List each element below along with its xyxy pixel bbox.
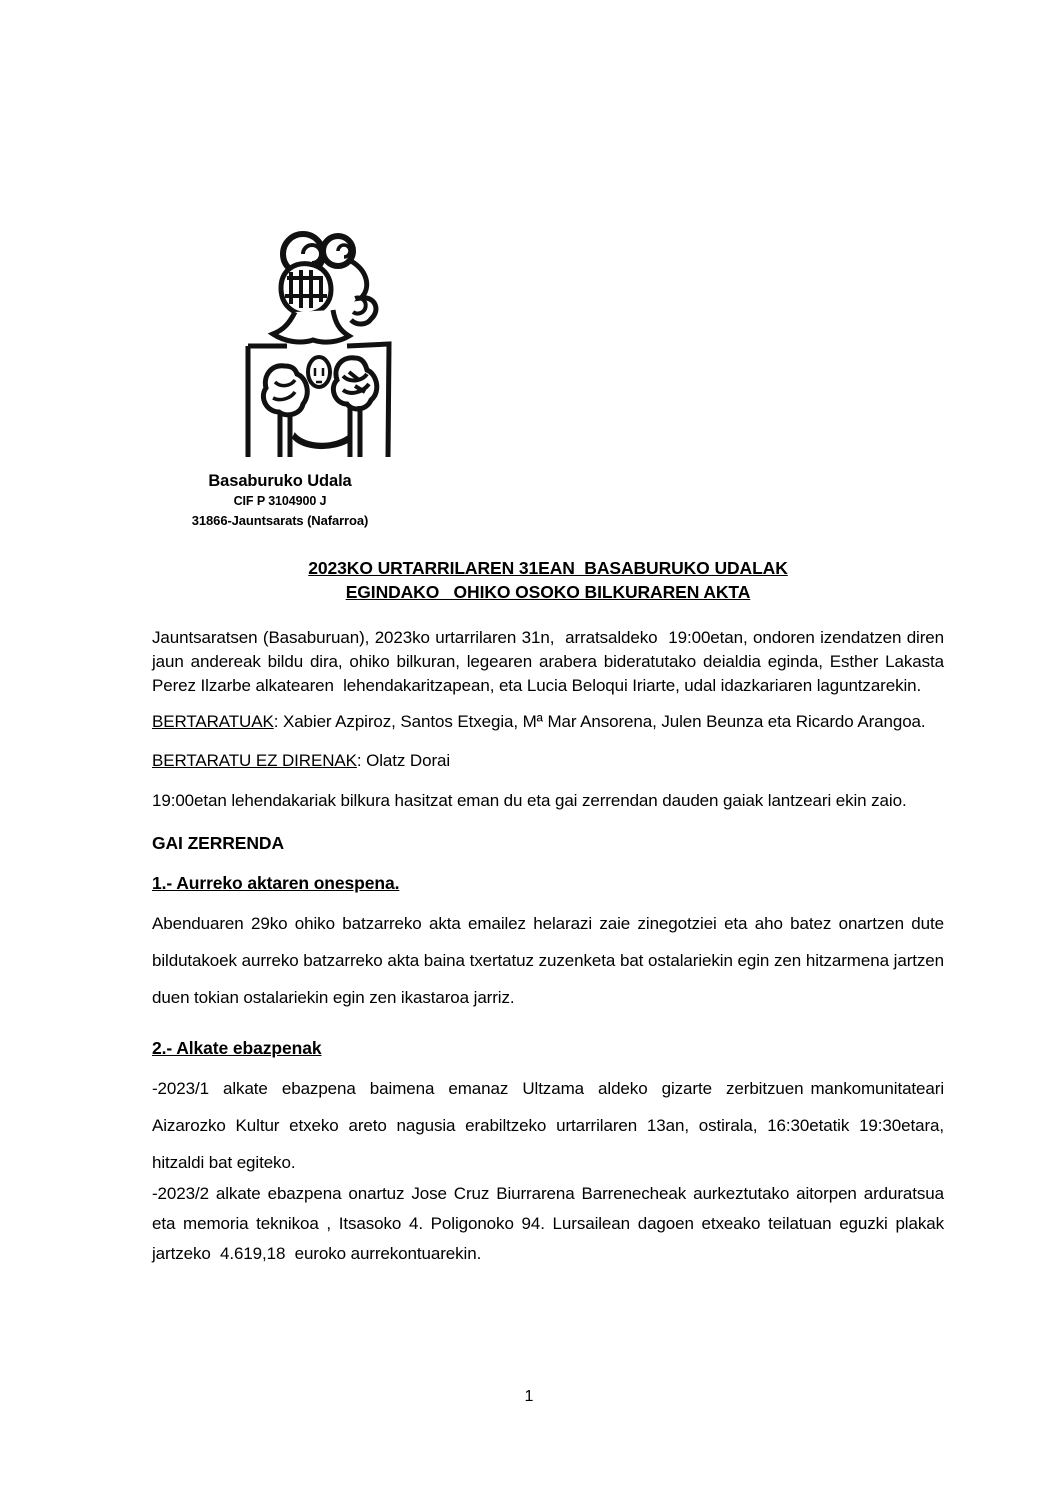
document-title-line2: EGINDAKO OHIKO OSOKO BILKURAREN AKTA: [345, 582, 751, 602]
letterhead: [150, 470, 410, 530]
document-title-line1: 2023KO URTARRILAREN 31EAN BASABURUKO UDALAK: [308, 558, 788, 578]
attendees-text: : Xabier Azpiroz, Santos Etxegia, Mª Mar Ansorena, Julen Beunza eta Ricardo Arangoa.: [273, 712, 926, 731]
absentees-paragraph: [152, 749, 944, 773]
agenda-heading: GAI ZERRENDA: [152, 833, 284, 853]
attendees-label: BERTARATUAK: [152, 712, 274, 731]
section-1-paragraph: Abenduaren 29ko ohiko batzarreko akta emailez helarazi zaie zinegotziei eta aho batez onartzen dute bildutakoek aurreko batzarreko akta baina txertatuz zuzenketa bat ostalariekin egin zen hitzarmena jartzen duen tokian ostalariekin egin zen ikastaroa jarriz.: [152, 914, 949, 1007]
opening-paragraph: 19:00etan lehendakariak bilkura hasitzat eman du eta gai zerrendan dauden gaiak lantzeari ekin zaio.: [152, 791, 907, 810]
document-title: [152, 556, 944, 604]
attendees-paragraph: [152, 710, 944, 734]
document-body: [152, 556, 949, 1269]
org-cif: CIF P 3104900 J: [233, 494, 327, 508]
intro-paragraph: Jauntsaratsen (Basaburuan), 2023ko urtarrilaren 31n, arratsaldeko 19:00etan, ondoren izendatzen diren jaun andereak bildu dira, ohiko bilkuran, legearen arabera bideratutako deialdia eginda, Esther Lakasta Perez Ilzarbe alkatearen lehendakaritzapean, eta Lucia Beloqui Iriarte, udal idazkariaren laguntzarekin.: [152, 628, 949, 695]
section-2-paragraph-1: -2023/1 alkate ebazpena baimena emanaz Ultzama aldeko gizarte zerbitzuen mankomunitateari Aizarozko Kultur etxeko areto nagusia erabiltzeko urtarrilaren 13an, ostirala, 16:30etatik 19:30etara, hitzaldi bat egiteko.: [152, 1079, 949, 1172]
section-2-heading: 2.- Alkate ebazpenak: [152, 1038, 322, 1058]
page-number: 1: [524, 1388, 534, 1405]
org-name: Basaburuko Udala: [208, 472, 352, 490]
coat-of-arms-icon: [243, 226, 393, 468]
absentees-text: : Olatz Dorai: [356, 751, 451, 770]
section-2-paragraph-2: -2023/2 alkate ebazpena onartuz Jose Cruz Biurrarena Barrenecheak aurkeztutako aitorpen arduratsua eta memoria teknikoa , Itsasoko 4. Poligonoko 94. Lursailean dagoen etxeako teilatuan eguzki plakak jartzeko 4.619,18 euroko aurrekontuarekin.: [152, 1184, 949, 1263]
section-1-heading: 1.- Aurreko aktaren onespena.: [152, 873, 400, 893]
absentees-label: BERTARATU EZ DIRENAK: [152, 751, 357, 770]
org-address: 31866-Jauntsarats (Nafarroa): [191, 513, 369, 528]
